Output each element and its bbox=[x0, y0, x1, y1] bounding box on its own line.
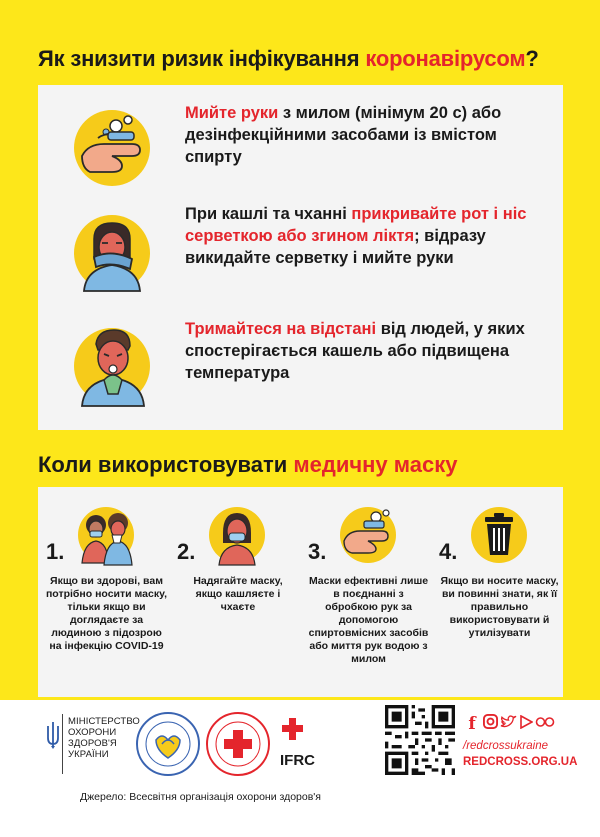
tip-keep-distance-body: від людей, у яких спостерігається кашель або підвищена температура bbox=[185, 320, 525, 382]
website-link[interactable]: REDCROSS.ORG.UA bbox=[463, 756, 578, 768]
prevention-tips-card bbox=[38, 85, 563, 430]
ministry-line: ОХОРОНИ bbox=[68, 727, 117, 738]
cough-elbow-icon bbox=[74, 215, 150, 291]
step-number: 4. bbox=[439, 539, 458, 564]
tip-cover-cough-highlight: прикривайте рот і ніс серветкою або згином ліктя bbox=[185, 205, 527, 245]
tip-wash-hands-text bbox=[185, 102, 545, 168]
ifrc-label: IFRC bbox=[280, 752, 315, 769]
footer bbox=[0, 700, 600, 837]
trident-icon bbox=[46, 720, 60, 750]
mask-section-title bbox=[38, 452, 578, 478]
step-1 bbox=[38, 487, 169, 697]
main-title bbox=[38, 46, 578, 72]
social-handle[interactable]: /redcrossukraine bbox=[463, 740, 549, 752]
caregiver-mask-icon bbox=[78, 507, 134, 563]
tip-keep-distance-text bbox=[185, 318, 545, 384]
main-title-part1: Як знизити ризик інфікування bbox=[38, 46, 366, 71]
instagram-icon[interactable] bbox=[481, 714, 499, 734]
tip-wash-hands-body: з милом (мінімум 20 с) або дезінфекційними засобами із вмістом спирту bbox=[185, 104, 502, 166]
step-text: Маски ефективні лише в поєднанні з обробкою рук за допомогою спиртовмісних засобів або миття рук водою з милом bbox=[308, 575, 429, 665]
hands-soap-icon bbox=[340, 507, 396, 563]
trash-bin-icon bbox=[471, 507, 527, 563]
step-number: 3. bbox=[308, 539, 327, 564]
organization-seal-logo bbox=[136, 712, 200, 776]
tip-cover-cough-before: При кашлі та чханні bbox=[185, 205, 352, 223]
tip-keep-distance bbox=[38, 320, 563, 420]
tip-cover-cough-text bbox=[185, 203, 545, 269]
qr-code[interactable] bbox=[385, 705, 455, 775]
twitter-icon[interactable] bbox=[499, 714, 517, 734]
main-title-highlight: коронавірусом bbox=[365, 46, 526, 71]
tip-keep-distance-highlight: Тримайтеся на відстані bbox=[185, 320, 377, 338]
mask-title-highlight: медичну маску bbox=[293, 452, 458, 477]
ifrc-logo bbox=[280, 716, 340, 780]
hands-washing-icon bbox=[74, 110, 150, 186]
mask-title-part1: Коли використовувати bbox=[38, 452, 294, 477]
step-number: 2. bbox=[177, 539, 196, 564]
step-text: Надягайте маску, якщо кашляєте і чхаєте bbox=[193, 575, 283, 613]
main-title-part2: ? bbox=[525, 46, 539, 71]
step-number: 1. bbox=[46, 539, 65, 564]
cross-crescent-icon bbox=[282, 716, 322, 746]
mask-steps-card bbox=[38, 487, 563, 697]
step-text: Якщо ви здорові, вам потрібно носити маску, тільки якщо ви доглядаєте за людиною з підозрою на інфекцію COVID-19 bbox=[45, 575, 168, 652]
ministry-line: ЗДОРОВ'Я bbox=[68, 738, 117, 749]
person-mask-icon bbox=[209, 507, 265, 563]
step-2 bbox=[169, 487, 300, 697]
ministry-divider bbox=[62, 714, 63, 774]
facebook-icon[interactable]: f bbox=[468, 714, 476, 734]
ministry-line: УКРАЇНИ bbox=[68, 749, 109, 760]
step-text: Якщо ви носите маску, ви повинні знати, як її правильно використовувати й утилізувати bbox=[440, 575, 559, 639]
source-note: Джерело: Всесвітня організація охорони здоров'я bbox=[80, 791, 321, 803]
ministry-name bbox=[68, 716, 138, 760]
ministry-line: МІНІСТЕРСТВО bbox=[68, 716, 140, 727]
social-icons bbox=[463, 714, 573, 736]
tip-cover-cough-after: ; відразу викидайте серветку і мийте руки bbox=[185, 227, 486, 267]
youtube-icon[interactable] bbox=[517, 714, 535, 734]
tip-wash-hands-highlight: Мийте руки bbox=[185, 104, 279, 122]
distance-sick-person-icon bbox=[74, 328, 150, 404]
tip-wash-hands bbox=[38, 100, 563, 200]
step-3 bbox=[300, 487, 431, 697]
flickr-icon[interactable] bbox=[535, 714, 553, 734]
step-4 bbox=[431, 487, 562, 697]
tip-cover-cough bbox=[38, 203, 563, 303]
ministry-logo bbox=[46, 714, 140, 774]
red-cross-society-logo bbox=[206, 712, 270, 776]
